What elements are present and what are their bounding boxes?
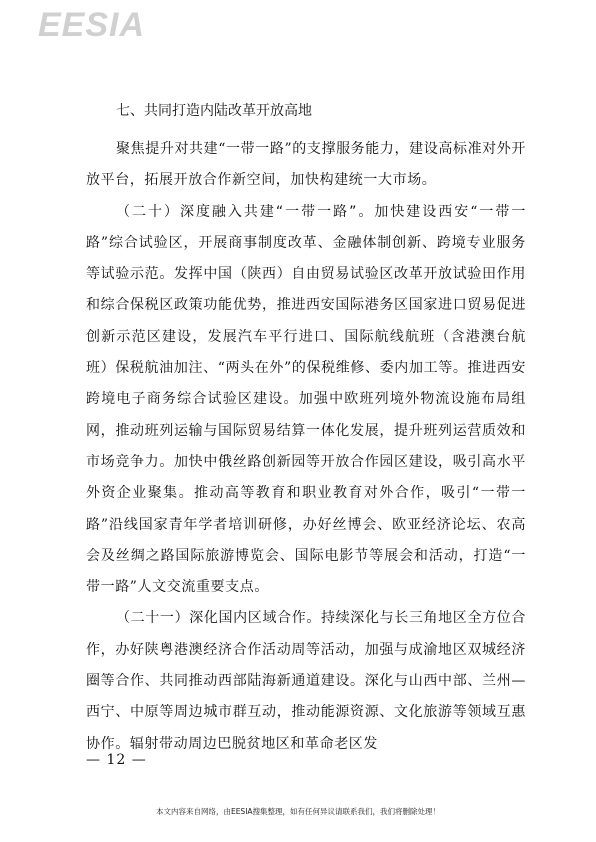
- item-21-paragraph: [86, 603, 526, 759]
- footer-disclaimer: 本文内容来自网络，由EESIA搜集整理，如有任何异议请联系我们，我们将删除处理！: [155, 807, 441, 816]
- document-page: [86, 100, 526, 760]
- item-21-lead: （二十一）深化国内区域合作。: [116, 610, 322, 627]
- intro-paragraph: 聚焦提升对共建“一带一路”的支撑服务能力，建设高标准对外开放平台，拓展开放合作新空间，加快构建统一大市场。: [86, 141, 526, 189]
- item-21-body: 持续深化与长三角地区全方位合作，办好陕粤港澳经济合作活动周等活动，加强与成渝地区双城经济圈等合作、共同推动西部陆海新通道建设。深化与山西中部、兰州—西宁、中原等周边城市群互动，推动能源资源、文化旅游等领域互惠协作。辐射带动周边巴脱贫地区和革命老区发: [86, 610, 526, 752]
- item-20-body: 加快建设西安“一带一路”综合试验区，开展商事制度改革、金融体制创新、跨境专业服务等试验示范。发挥中国（陕西）自由贸易试验区改革开放试验田作用和综合保税区政策功能优势，推进西安国际港务区国家进口贸易促进创新示范区建设，发展汽车平行进口、国际航线航班（含港澳台航班）保税航油加注、“两头在外”的保税维修、委内加工等。推进西安跨境电子商务综合试验区建设。加强中欧班列境外物流设施布局组网，推动班列运输与国际贸易结算一体化发展，提升班列运营质效和市场竞争力。加快中俄丝路创新园等开放合作园区建设，吸引高水平外资企业聚集。推动高等教育和职业教育对外合作，吸引“一带一路”沿线国家青年学者培训研修，办好丝博会、欧亚经济论坛、农高会及丝绸之路国际旅游博览会、国际电影节等展会和活动，打造“一带一路”人文交流重要支点。: [86, 203, 526, 596]
- item-20-paragraph: [86, 197, 526, 604]
- section-heading: 七、共同打造内陆改革开放高地: [116, 103, 312, 119]
- page-number: — 12 —: [86, 752, 147, 768]
- eesia-logo: EESIA: [38, 6, 146, 44]
- item-20-lead: （二十）深度融入共建“一带一路”。: [116, 203, 375, 220]
